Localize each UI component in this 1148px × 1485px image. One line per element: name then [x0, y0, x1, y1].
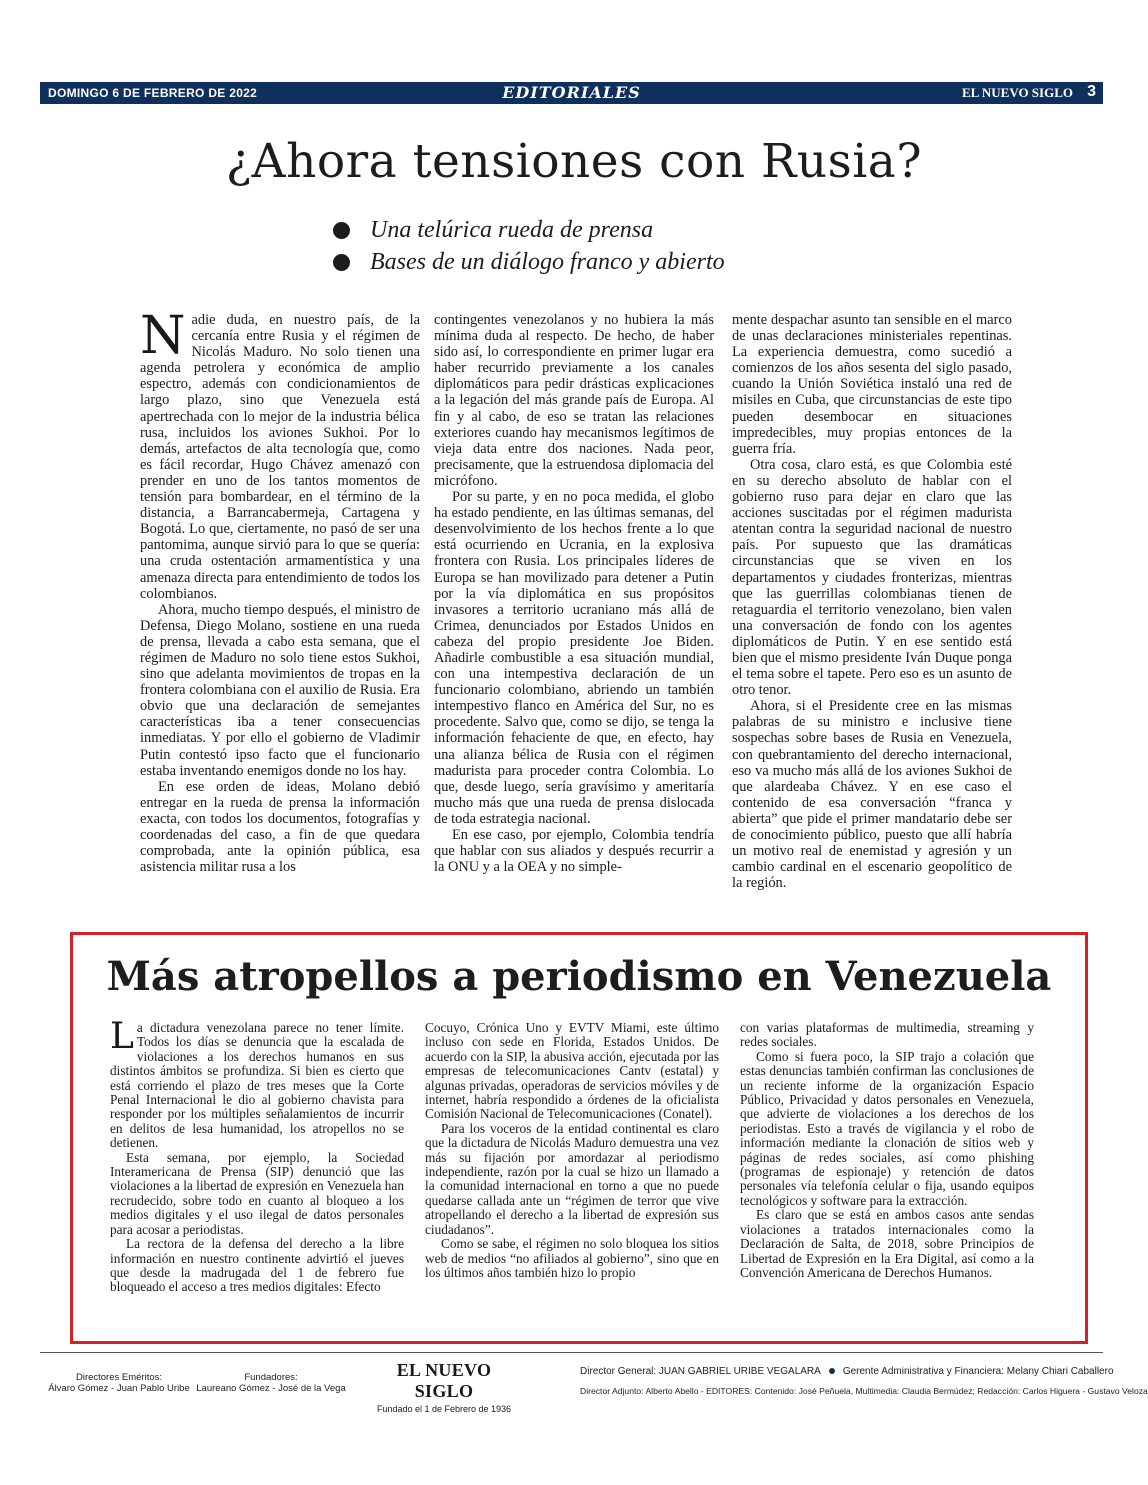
paragraph: Es claro que se está en ambos casos ante sendas violaciones a tratados internacionales como la Declaración de Salta, de 2018, sobre Principios de Libertad de Expresión en la Era Digital, así como a la Convención Americana de Derechos Humanos. — [740, 1207, 1034, 1280]
boxed-editorial-column-2 — [425, 1021, 719, 1280]
footer-credits-line-2: Director Adjunto: Alberto Abello - EDITORES: Contenido: José Peñuela, Multimedia: Claudia Bermúdez; Redacción: Carlos Higuera - Gustavo Veloza — [580, 1386, 1148, 1396]
subhead-text: Bases de un diálogo franco y abierto — [370, 248, 725, 275]
paragraph: Para los voceros de la entidad continental es claro que la dictadura de Nicolás Maduro demuestra una vez más su fijación por amordazar al periodismo independiente, razón por la cual se hizo un llamado a la comunidad internacional en torno a que no puede quedarse callada ante un “régimen de terror que vive atropellando el derecho a la libertad de expresión sus ciudadanos”. — [425, 1120, 719, 1237]
general-manager: Gerente Administrativa y Financiera: Melany Chiari Caballero — [842, 1366, 1114, 1377]
footer-divider — [40, 1352, 1103, 1353]
section-header-bar — [40, 82, 1103, 104]
emeritus-label: Directores Eméritos: — [75, 1372, 163, 1383]
founded-date: Fundado el 1 de Febrero de 1936 — [376, 1404, 512, 1414]
paragraph: La rectora de la defensa del derecho a la libre información en nuestro continente advirtió el jueves que desde la madrugada del 1 de febrero fue bloqueado el acceso a tres medios digitales: Efecto — [110, 1236, 404, 1295]
main-editorial-column-2 — [434, 312, 714, 875]
paragraph: Ahora, mucho tiempo después, el ministro de Defensa, Diego Molano, sostiene en una rueda de prensa, llevada a cabo esta semana, que el régimen de Maduro no solo tiene estos Sukhoi, sino que adelanta movimientos de tropas en la frontera colombiana con el auxilio de Rusia. Era obvio que una declaración de semejantes características iba a tener consecuencias inmediatas. Y por ello el gobierno de Vladimir Putin contestó ipso facto que el funcionario estaba inventando enemigos donde no los hay. — [140, 601, 420, 779]
paragraph: con varias plataformas de multimedia, streaming y redes sociales. — [740, 1020, 1034, 1050]
emeritus-directors — [44, 1372, 194, 1394]
paragraph: En ese orden de ideas, Molano debió entregar en la rueda de prensa la información exacta, con todos los documentos, fotografías y coordenadas del caso, a fin de que quedara comprobada, ante la opinión pública, esa asistencia militar rusa a los — [140, 778, 420, 876]
paragraph: Nadie duda, en nuestro país, de la cercanía entre Rusia y el régimen de Nicolás Maduro. No solo tienen una agenda petrolera y económica de amplio espectro, además con condicionamientos de largo plazo, sino que Venezuela está apertrechada con lo mejor de la industria bélica rusa, incluidos los aviones Sukhoi. Por lo demás, artefactos de alta tecnología que, como es fácil recordar, Hugo Chávez amenazó con prender en uno de los tantos momentos de tensión para bombardear, en el término de la distancia, a Barrancabermeja, Cartagena y Bogotá. Lo que, ciertamente, no pasó de ser una pantomima, aunque sirvió para lo que se quería: una cruda ostentación armamentística y una amenaza directa para entendimiento de todos los colombianos. — [140, 306, 420, 602]
issue-date: DOMINGO 6 DE FEBRERO DE 2022 — [48, 86, 258, 100]
page-number: 3 — [1087, 83, 1096, 100]
subhead-text: Una telúrica rueda de prensa — [370, 216, 654, 243]
boxed-editorial-column-3 — [740, 1021, 1034, 1280]
paragraph: Por su parte, y en no poca medida, el globo ha estado pendiente, en las últimas semanas, del desenvolvimiento de los hechos frente a lo que está ocurriendo en Ucrania, en la explosiva frontera con Rusia. Los principales líderes de Europa se han movilizado para detener a Putin por la vía diplomática en sus propósitos invasores a territorio ucraniano más allá de Crimea, denunciados por Estados Unidos en cabeza del propio presidente Joe Biden. Añadirle combustible a esa situación mundial, con una intempestiva declaración de un funcionario colombiano, abriendo un también intempestivo flanco en América del Sur, no es procedente. Salvo que, como se dijo, se tenga la información fehaciente de que, en efecto, hay una alianza bélica de Rusia con el régimen madurista para proceder contra Colombia. Lo que, desde luego, sería gravísimo y ameritaría mucho más que una rueda de prensa dislocada de toda estrategia nacional. — [434, 489, 714, 827]
paragraph: contingentes venezolanos y no hubiera la más mínima duda al respecto. De hecho, de haber sido así, lo correspondiente en primer lugar era haber recurrido previamente a los canales diplomáticos para pedir drásticas explicaciones a la legación del más grande país de Europa. Al fin y al cabo, de eso se tratan las relaciones exteriores cuando hay mecanismos legítimos de vieja data entre dos naciones. Nada peor, precisamente, que la estruendosa diplomacia del micrófono. — [434, 312, 714, 489]
paragraph: Ahora, si el Presidente cree en las mismas palabras de su ministro e inclusive tiene sospechas sobre bases de Rusia en Venezuela, con quebrantamiento del derecho internacional, eso va mucho más allá de los aviones Sukhoi de que alardeaba Chávez. Y en ese caso el contenido de esa conversación “franca y abierta” que pide el primer mandatario debe ser de conocimiento público, puesto que allí habría un motivo real de enemistad y agresión y un cambio cardinal en el escenario geopolítico de la región. — [732, 698, 1012, 892]
paragraph: Como se sabe, el régimen no solo bloquea los sitios web de medios “no afiliados al gobierno”, sino que en los últimos años también hizo lo propio — [425, 1236, 719, 1280]
paragraph: Otra cosa, claro está, es que Colombia esté en su derecho absoluto de hablar con el gobierno ruso para dejar en claro que las acciones suscitadas por el régimen madurista atentan contra la seguridad nacional de nuestro país. Por supuesto que las dramáticas circunstancias que se viven en los departamentos y ciudades fronterizas, mientras que las guerrillas colombianas tienen de retaguardia el territorio venezolano, bien valen una conversación de fondo con los agentes diplomáticos de Putin. Y en ese sentido está bien que el mismo presidente Iván Duque ponga el tema sobre el tapete. Pero eso es un asunto de otro tenor. — [732, 456, 1012, 699]
founders-names: Laureano Gómez - José de la Vega — [196, 1383, 346, 1394]
director-general: Director General: JUAN GABRIEL URIBE VEGALARA — [580, 1366, 821, 1377]
subheads-list — [333, 214, 725, 278]
boxed-editorial — [70, 932, 1088, 1344]
separator-dot-icon — [829, 1368, 835, 1374]
subhead-item — [333, 246, 725, 278]
paragraph: mente despachar asunto tan sensible en el marco de unas declaraciones ministeriales repentinas. La experiencia demuestra, como sucedió a comienzos de los años sesenta del siglo pasado, cuando la Unión Soviética instaló una red de misiles en Cuba, que circunstancias de este tipo pueden desembocar en situaciones impredecibles, muy propias entonces de la guerra fría. — [732, 312, 1012, 457]
founders-label: Fundadores: — [244, 1372, 298, 1383]
drop-cap: N — [140, 306, 186, 366]
main-editorial-title: ¿Ahora tensiones con Rusia? — [225, 134, 923, 189]
paragraph: En ese caso, por ejemplo, Colombia tendría que hablar con sus aliados y después recurrir a la ONU y a la OEA y no simple- — [434, 827, 714, 876]
newspaper-brand: EL NUEVO SIGLO — [962, 85, 1073, 100]
footer-credits-line-1 — [580, 1366, 1114, 1377]
footer-logo-block — [374, 1360, 514, 1414]
main-editorial-column-1 — [140, 306, 420, 876]
paragraph: Cocuyo, Crónica Uno y EVTV Miami, este último incluso con sede en Florida, Estados Unidos. De acuerdo con la SIP, la abusiva acción, ejecutada por las empresas de telecomunicaciones Cantv (estatal) y algunas privadas, operadoras de servicios móviles y de internet, habría respondido a órdenes de la oficialista Comisión Nacional de Telecomunicaciones (Conatel). — [425, 1020, 719, 1122]
footer-logo: EL NUEVO SIGLO — [396, 1360, 492, 1401]
main-editorial-column-3 — [732, 312, 1012, 891]
bullet-icon — [333, 254, 350, 271]
paragraph: La dictadura venezolana parece no tener límite. Todos los días se denuncia que la escalada de violaciones a los derechos humanos en sus distintos ámbitos se profundiza. Si bien es cierto que está corriendo el plazo de tres meses que la Corte Penal Internacional le dio al gobierno chavista para responder por los múltiples señalamientos de incurrir en delitos de lesa humanidad, los atropellos no se detienen. — [110, 1016, 404, 1151]
boxed-editorial-title: Más atropellos a periodismo en Venezuela — [106, 953, 1052, 1000]
subhead-item — [333, 214, 725, 246]
section-name: EDITORIALES — [502, 83, 641, 102]
boxed-editorial-column-1 — [110, 1016, 404, 1295]
emeritus-names: Álvaro Gómez - Juan Pablo Uribe — [48, 1383, 190, 1394]
paragraph: Esta semana, por ejemplo, la Sociedad Interamericana de Prensa (SIP) denunció que las violaciones a la libertad de expresión en Venezuela han recrudecido, sobre todo en cuanto al bloqueo a los medios digitales y el uso ilegal de datos personales para acosar a periodistas. — [110, 1149, 404, 1237]
paragraph: Como si fuera poco, la SIP trajo a colación que estas denuncias también confirman las conclusiones de un reciente informe de la organización Espacio Público, Privacidad y datos personales en Venezuela, que advierte de violaciones a los derechos de los periodistas. Esto a través de vigilancia y el robo de información mediante la clonación de sitios web y páginas de redes sociales, así como phishing (programas de espionaje) y retención de datos personales vía telefonía celular o fija, usando equipos tecnológicos y software para la extracción. — [740, 1048, 1034, 1208]
drop-cap: L — [110, 1016, 134, 1057]
bullet-icon — [333, 222, 350, 239]
founders — [196, 1372, 346, 1394]
